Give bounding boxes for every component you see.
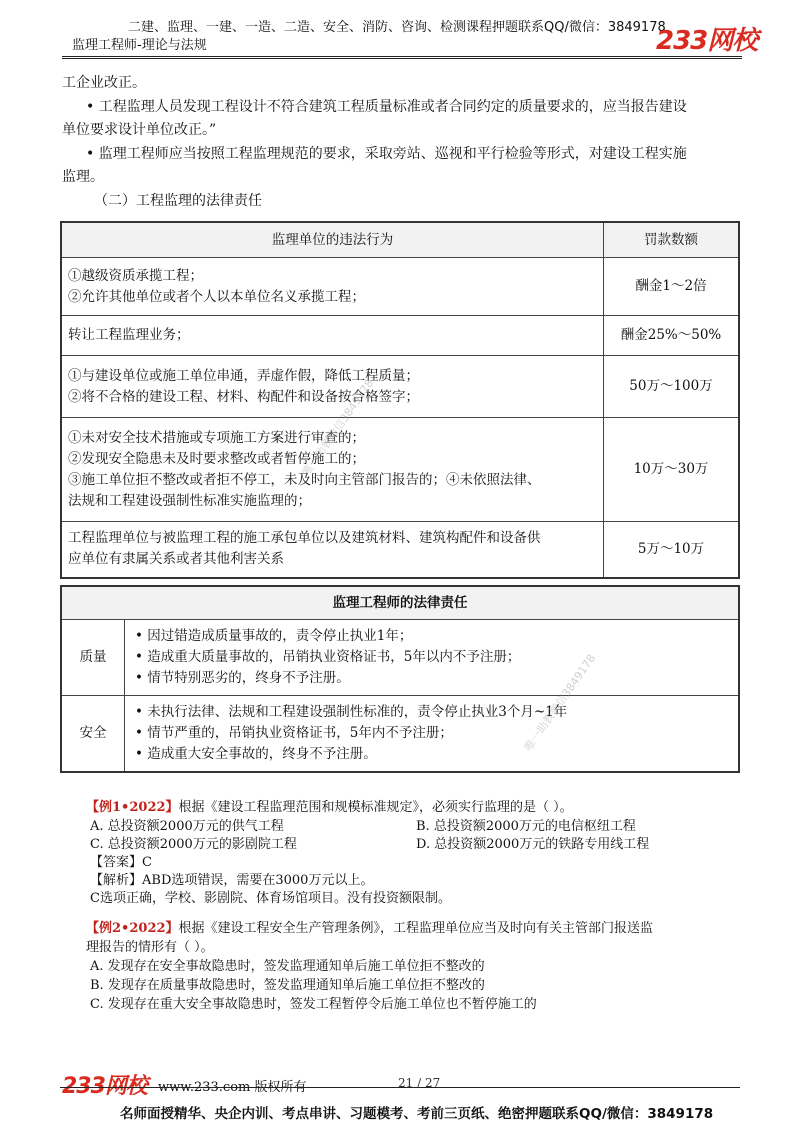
paragraph-continuation: 工企业改正。	[62, 75, 146, 91]
paragraph-2-line-2: 监理。	[62, 169, 104, 185]
paragraph-1-line-1: • 工程监理人员发现工程设计不符合建筑工程质量标准或者合同约定的质量要求的，应当报告建设	[86, 99, 687, 115]
paragraph-1-line-2: 单位要求设计单位改正。”	[62, 122, 217, 138]
table-header-row	[61, 222, 739, 258]
list-item: • 造成重大安全事故的，终身不予注册。	[135, 744, 732, 765]
fine-cell: 酬金25%～50%	[604, 316, 740, 356]
example-2-question	[86, 919, 653, 938]
list-item: • 情节严重的，吊销执业资格证书，5年内不予注册；	[135, 723, 732, 744]
section-heading: （二）工程监理的法律责任	[94, 193, 262, 209]
example-2-label: 【例2•2022】	[86, 921, 179, 936]
example-2-question-cont: 理报告的情形有（ ）。	[86, 940, 214, 955]
footer-bottom-line: 名师面授精华、央企内训、考点串讲、习题模考、考前三页纸、绝密押题联系QQ/微信：3849178	[120, 1106, 714, 1122]
category-quality: 质量	[61, 620, 125, 696]
footer-site: www.233.com 版权所有	[158, 1080, 307, 1095]
example-1-text: 根据《建设工程监理范围和规模标准规定》，必须实行监理的是（ ）。	[178, 800, 573, 815]
example-1-label: 【例1•2022】	[86, 800, 179, 815]
header-subtitle: 监理工程师-理论与法规	[72, 38, 207, 53]
example-1-option-a: A. 总投资额2000万元的供气工程	[90, 819, 284, 834]
violation-line: ②将不合格的建设工程、材料、构配件和设备按合格签字；	[68, 388, 419, 405]
table-row	[61, 316, 739, 356]
list-item: • 情节特别恶劣的，终身不予注册。	[135, 668, 732, 689]
fine-cell: 10万～30万	[604, 418, 740, 522]
table-row	[61, 356, 739, 418]
table-title-row	[61, 586, 739, 620]
fine-cell: 5万～10万	[604, 522, 740, 578]
example-2-text: 根据《建设工程安全生产管理条例》，工程监理单位应当及时向有关主管部门报送监	[178, 921, 654, 936]
violation-line: 应单位有隶属关系或者其他利害关系	[68, 551, 284, 568]
category-safety: 安全	[61, 696, 125, 773]
supervision-unit-penalty-table	[60, 221, 740, 579]
paragraph-2-line-1: • 监理工程师应当按照工程监理规范的要求，采取旁站、巡视和平行检验等形式，对建设工程实施	[86, 146, 687, 162]
example-1-analysis-2: C选项正确，学校、影剧院、体育场馆项目。没有投资额限制。	[90, 891, 451, 906]
violation-line: ①未对安全技术措施或专项施工方案进行审查的；	[68, 429, 365, 446]
footer-divider	[60, 1087, 740, 1088]
supervising-engineer-liability-table	[60, 585, 740, 773]
liability-list	[125, 696, 740, 773]
column-header-violation: 监理单位的违法行为	[61, 222, 604, 258]
example-1-answer: 【答案】C	[90, 855, 152, 870]
violation-line: ①与建设单位或施工单位串通，弄虚作假，降低工程质量；	[68, 367, 419, 384]
violation-cell	[61, 258, 604, 316]
example-2-option-a: A. 发现存在安全事故隐患时，签发监理通知单后施工单位拒不整改的	[90, 959, 485, 974]
table-row	[61, 418, 739, 522]
violation-cell	[61, 316, 604, 356]
list-item: • 造成重大质量事故的，吊销执业资格证书，5年以内不予注册；	[135, 647, 732, 668]
violation-line: 法规和工程建设强制性标准实施监理的；	[68, 492, 311, 509]
example-1-analysis-1: 【解析】ABD选项错误，需要在3000万元以上。	[90, 873, 374, 888]
violation-line: 工程监理单位与被监理工程的施工承包单位以及建筑材料、建筑构配件和设备供	[68, 530, 541, 547]
example-1-option-d: D. 总投资额2000万元的铁路专用线工程	[416, 837, 650, 852]
table-row	[61, 258, 739, 316]
page-number: 21 / 27	[398, 1076, 441, 1090]
header-top-line: 二建、监理、一建、一造、二造、安全、消防、咨询、检测课程押题联系QQ/微信：3849178	[128, 20, 666, 35]
header-logo: 233网校	[656, 26, 758, 56]
column-header-fine: 罚款数额	[604, 222, 740, 258]
example-1-option-c: C. 总投资额2000万元的影剧院工程	[90, 837, 297, 852]
violation-line: ③施工单位拒不整改或者拒不停工，未及时向主管部门报告的；④未依照法律、	[68, 471, 541, 488]
footer-logo: 233网校	[62, 1074, 147, 1099]
watermark: 唯一助教微信3849178	[521, 651, 599, 754]
list-item: • 因过错造成质量事故的，责令停止执业1年；	[135, 626, 732, 647]
watermark: 唯一助教微信3849178	[299, 376, 377, 479]
violation-line: ①越级资质承揽工程；	[68, 267, 203, 284]
violation-line: 转让工程监理业务；	[68, 327, 190, 343]
example-1-option-b: B. 总投资额2000万元的电信枢纽工程	[416, 819, 636, 834]
violation-cell	[61, 522, 604, 578]
table-row	[61, 620, 739, 696]
fine-cell: 酬金1～2倍	[604, 258, 740, 316]
example-2-option-b: B. 发现存在质量事故隐患时，签发监理通知单后施工单位拒不整改的	[90, 978, 485, 993]
violation-line: ②发现安全隐患未及时要求整改或者暂停施工的；	[68, 450, 365, 467]
example-2-option-c: C. 发现存在重大安全事故隐患时，签发工程暂停令后施工单位也不暂停施工的	[90, 997, 537, 1012]
liability-list	[125, 620, 740, 696]
violation-cell	[61, 356, 604, 418]
example-1-question	[86, 798, 573, 817]
table-title: 监理工程师的法律责任	[61, 586, 739, 620]
table-row	[61, 522, 739, 578]
table-row	[61, 696, 739, 773]
violation-line: ②允许其他单位或者个人以本单位名义承揽工程；	[68, 288, 365, 305]
list-item: • 未执行法律、法规和工程建设强制性标准的，责令停止执业3个月~1年	[135, 702, 732, 723]
header-divider	[62, 56, 742, 59]
fine-cell: 50万～100万	[604, 356, 740, 418]
